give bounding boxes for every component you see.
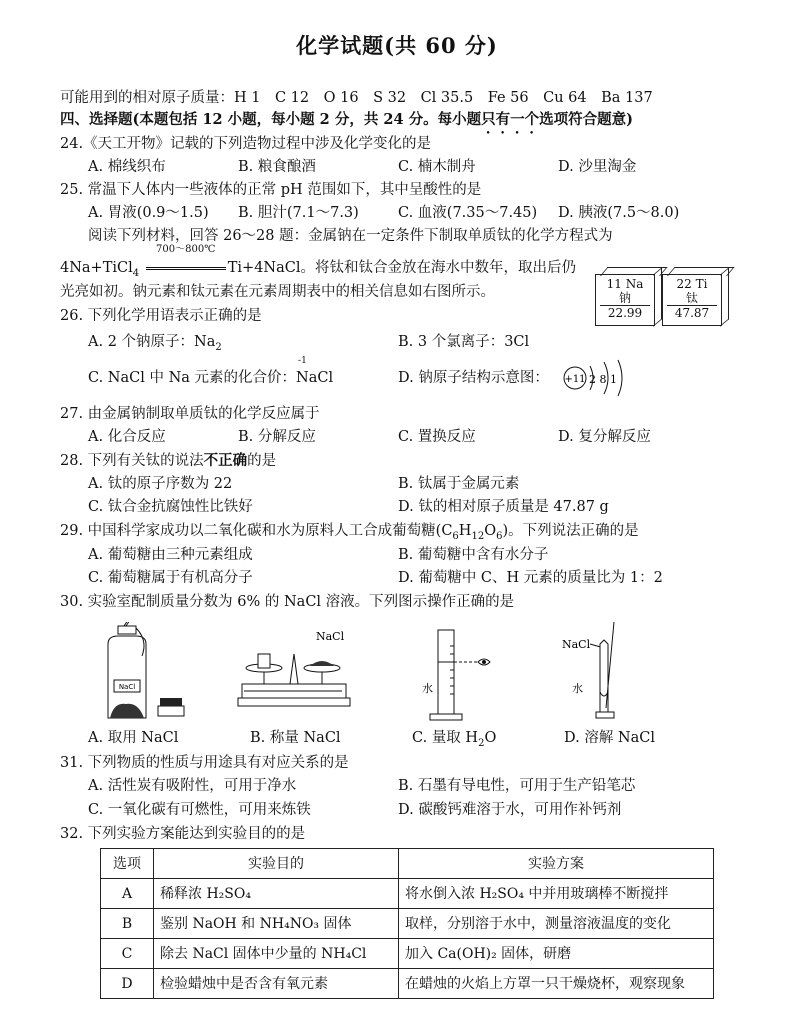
row-purpose: 检验蜡烛中是否含有氧元素 [154,969,399,999]
eq-left: 4Na+TiCl [60,260,133,276]
label-nacl-cylinder: NaCl [562,638,591,651]
q24-stem: 24.《天工开物》记载的下列造物过程中涉及化学变化的是 [60,136,432,152]
shell-electrons: 2 8 1 [589,373,617,386]
ti-name: 钛 [685,291,698,305]
q24-option-b: B. 粮食酿酒 [238,159,316,175]
q24-option-d: D. 沙里淘金 [558,159,637,175]
q26-formula: NaCl [296,370,334,386]
row-purpose: 鉴别 NaOH 和 NH₄NO₃ 固体 [154,909,399,939]
na-symbol: Na [625,277,644,291]
q29-option-b: B. 葡萄糖中含有水分子 [398,547,549,563]
na-mass: 22.99 [600,305,650,320]
q31-option-a: A. 活性炭有吸附性，可用于净水 [88,778,297,794]
row-option: B [101,909,154,939]
ti-symbol: Ti [695,277,708,291]
label-nacl-balance: NaCl [316,630,345,643]
ti-mass: 47.87 [667,305,717,320]
figure-measure-water [418,626,498,722]
q28-option-a: A. 钛的原子序数为 22 [88,476,233,492]
eq-condition: 700～800℃ [156,244,216,255]
q27-option-c: C. 置换反应 [398,429,476,445]
q26-option-c: C. NaCl 中 Na 元素的化合价： -1 NaCl [88,356,334,386]
q28-option-c: C. 钛合金抗腐蚀性比铁好 [88,499,253,515]
q27-option-b: B. 分解反应 [238,429,316,445]
sodium-atom-diagram [560,356,634,398]
label-water-d: 水 [572,682,583,695]
row-purpose: 除去 NaCl 固体中少量的 NH₄Cl [154,939,399,969]
row-plan: 取样，分别溶于水中，测量溶液温度的变化 [399,909,714,939]
q25-option-a: A. 胃液(0.9～1.5) [88,205,209,221]
q32-stem: 32. 下列实验方案能达到实验目的的是 [60,826,306,842]
q28-option-d: D. 钛的相对原子质量是 47.87 g [398,499,609,515]
row-plan: 加入 Ca(OH)₂ 固体，研磨 [399,939,714,969]
q27-option-a: A. 化合反应 [88,429,166,445]
q26-option-b: B. 3 个氯离子：3Cl [398,334,530,350]
section-tail: 选项符合题意) [539,111,633,128]
reading-line-1: 阅读下列材料，回答 26～28 题：金属钠在一定条件下制取单质钛的化学方程式为 [88,228,613,244]
element-box-ti [662,274,722,326]
row-plan: 将水倒入浓 H₂SO₄ 中并用玻璃棒不断搅拌 [399,879,714,909]
element-box-na [595,274,655,326]
q26-charge: -1 [298,356,307,366]
table-row [101,909,714,939]
table-row [101,879,714,909]
q31-option-b: B. 石墨有导电性，可用于生产铅笔芯 [398,778,636,794]
q29-option-d: D. 葡萄糖中 C、H 元素的质量比为 1：2 [398,570,663,586]
reaction-equation: 4Na+TiCl$_4$ 700～800℃ Ti+4NaCl。将钛和钛合金放在海水中数年，取出后仍 [60,244,576,279]
q26-option-a: A. 2 个钠原子：$Na_2$ [88,334,222,353]
row-option: A [101,879,154,909]
label-nacl-jar: NaCl [118,683,136,691]
q25-option-c: C. 血液(7.35～7.45) [398,205,538,221]
table-row [101,939,714,969]
reading-line-3: 光亮如初。钠元素和钛元素在元素周期表中的相关信息如右图所示。 [60,284,495,300]
eq-arrow [144,244,228,278]
q28-option-b: B. 钛属于金属元素 [398,476,520,492]
table-row [101,969,714,999]
eq-right: Ti+4NaCl。将钛和钛合金放在海水中数年，取出后仍 [227,260,576,276]
section-head: 四、选择题(本题包括 12 小题，每小题 2 分，共 24 分。每小题 [60,111,482,128]
row-purpose: 稀释浓 H₂SO₄ [154,879,399,909]
q32-table [100,848,714,999]
q30-option-a: A. 取用 NaCl [88,730,179,746]
q30-option-b: B. 称量 NaCl [250,730,341,746]
figure-weigh-nacl [234,628,354,720]
q24-option-a: A. 棉线织布 [88,159,166,175]
ti-number: 22 [676,277,692,291]
section-emphasis: 只有一个 [481,111,540,128]
table-header-row [101,849,714,879]
q27-stem: 27. 由金属钠制取单质钛的化学反应属于 [60,406,320,422]
figure-dissolve-nacl [560,622,640,722]
header-plan: 实验方案 [399,849,714,879]
q31-option-d: D. 碳酸钙难溶于水，可用作补钙剂 [398,802,622,818]
page-title: 化学试题(共 60 分) [296,33,498,58]
q25-stem: 25. 常温下人体内一些液体的正常 pH 范围如下，其中呈酸性的是 [60,182,482,198]
header-option: 选项 [101,849,154,879]
na-number: 11 [606,277,622,291]
row-option: C [101,939,154,969]
figure-take-nacl [96,622,196,722]
q30-option-c: C. 量取 $H_2O$ [412,730,497,749]
q31-option-c: C. 一氧化碳有可燃性，可用来炼铁 [88,802,311,818]
row-option: D [101,969,154,999]
label-water-c: 水 [422,682,433,695]
q29-option-a: A. 葡萄糖由三种元素组成 [88,547,253,563]
q28-stem: 28. 下列有关钛的说法不正确的是 [60,452,277,469]
q29-stem: 29. 中国科学家成功以二氧化碳和水为原料人工合成葡萄糖$(C_6H_{12}O_6)$。下列说法正确的是 [60,523,639,542]
q30-option-d: D. 溶解 NaCl [564,730,656,746]
q25-option-b: B. 胆汁(7.1～7.3) [238,205,359,221]
section-heading [60,110,633,137]
q24-option-c: C. 楠木制舟 [398,159,476,175]
q25-option-d: D. 胰液(7.5～8.0) [558,205,680,221]
q30-stem: 30. 实验室配制质量分数为 6% 的 NaCl 溶液。下列图示操作正确的是 [60,594,515,610]
q26-stem: 26. 下列化学用语表示正确的是 [60,308,262,324]
q29-option-c: C. 葡萄糖属于有机高分子 [88,570,253,586]
nucleus-label: +11 [564,374,586,385]
atomic-masses: 可能用到的相对原子质量：H 1 C 12 O 16 S 32 Cl 35.5 Fe 56 Cu 64 Ba 137 [60,90,653,106]
row-plan: 在蜡烛的火焰上方罩一只干燥烧杯，观察现象 [399,969,714,999]
na-name: 钠 [618,291,631,305]
q31-stem: 31. 下列物质的性质与用途具有对应关系的是 [60,755,349,771]
header-purpose: 实验目的 [154,849,399,879]
q27-option-d: D. 复分解反应 [558,429,651,445]
q26-option-d: D. 钠原子结构示意图： [398,370,549,386]
